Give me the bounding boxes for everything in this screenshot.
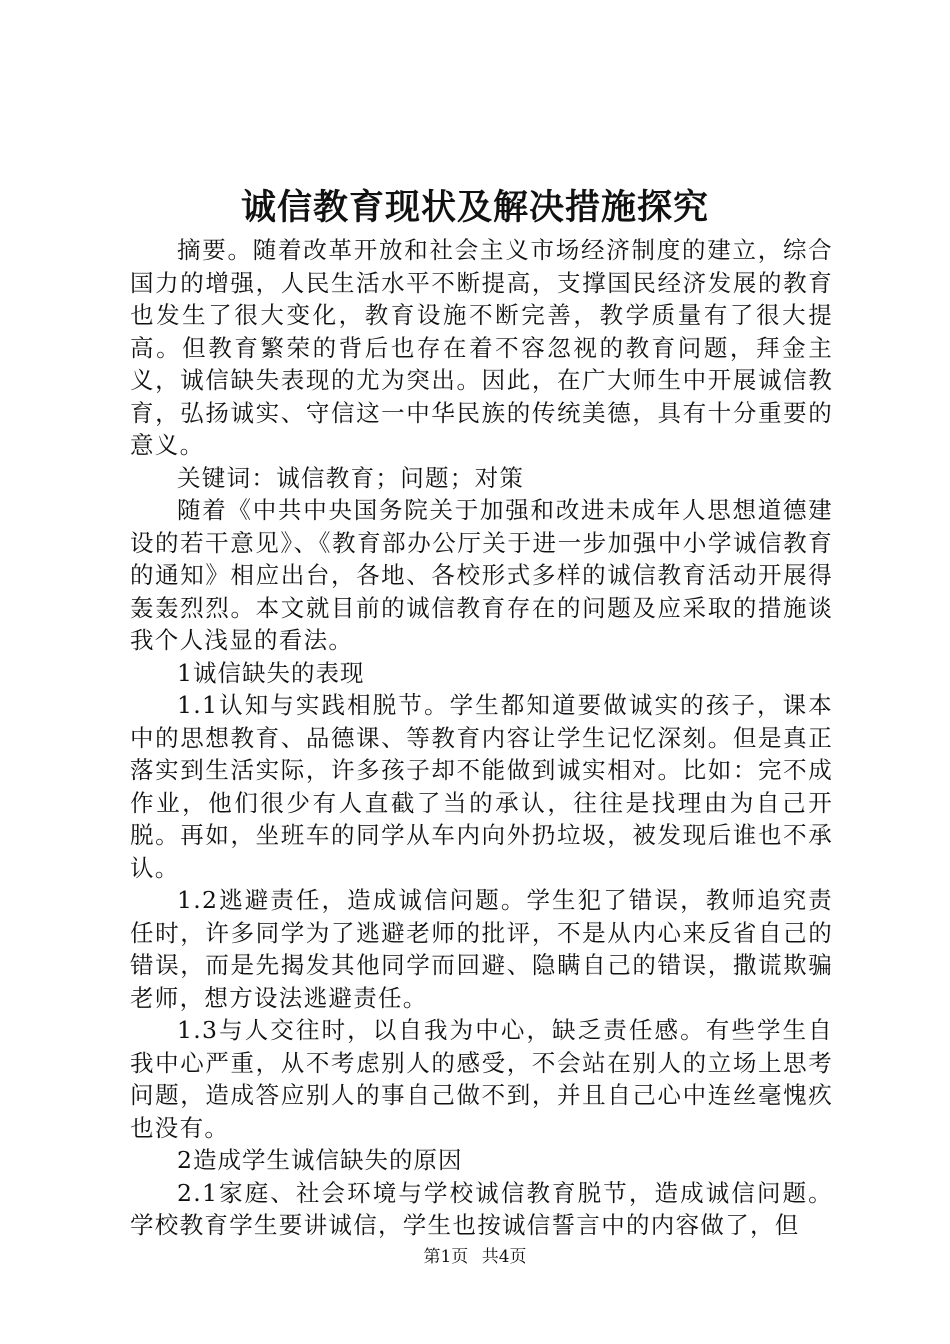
section-1-heading: 1诚信缺失的表现: [177, 658, 365, 687]
document-title: 诚信教育现状及解决措施探究: [240, 187, 709, 228]
section-2-1-paragraph: 2.1家庭、社会环境与学校诚信教育脱节，造成诚信问题。学校教育学生要讲诚信，学生也按诚信誓言中的内容做了，但: [130, 1178, 833, 1239]
section-1-2-paragraph: 1.2逃避责任，造成诚信问题。学生犯了错误，教师追究责任时，许多同学为了逃避老师的批评，不是从内心来反省自己的错误，而是先揭发其他同学而回避、隐瞒自己的错误，撒谎欺骗老师，想方设法逃避责任。: [130, 886, 833, 1012]
abstract-paragraph: 摘要。随着改革开放和社会主义市场经济制度的建立，综合国力的增强，人民生活水平不断提高，支撑国民经济发展的教育也发生了很大变化，教育设施不断完善，教学质量有了很大提高。但教育繁荣的背后也存在着不容忽视的教育问题，拜金主义，诚信缺失表现的尤为突出。因此，在广大师生中开展诚信教育，弘扬诚实、守信这一中华民族的传统美德，具有十分重要的意义。: [130, 236, 833, 459]
page-number: 第1页: [423, 1247, 469, 1267]
page-total: 共4页: [481, 1247, 527, 1267]
section-1-1-paragraph: 1.1认知与实践相脱节。学生都知道要做诚实的孩子，课本中的思想教育、品德课、等教育内容让学生记忆深刻。但是真正落实到生活实际，许多孩子却不能做到诚实相对。比如：完不成作业，他们很少有人直截了当的承认，往往是找理由为自己开脱。再如，坐班车的同学从车内向外扔垃圾，被发现后谁也不承认。: [130, 691, 833, 882]
section-2-heading: 2造成学生诚信缺失的原因: [177, 1146, 463, 1174]
section-1-3-paragraph: 1.3与人交往时，以自我为中心，缺乏责任感。有些学生自我中心严重，从不考虑别人的感受，不会站在别人的立场上思考问题，造成答应别人的事自己做不到，并且自己心中连丝毫愧疚也没有。: [130, 1016, 833, 1142]
keywords-paragraph: 关键词：诚信教育；问题；对策: [177, 463, 525, 492]
page-footer: [0, 1245, 950, 1269]
intro-paragraph: 随着《中共中央国务院关于加强和改进未成年人思想道德建设的若干意见》、《教育部办公厅关于进一步加强中小学诚信教育的通知》相应出台，各地、各校形式多样的诚信教育活动开展得轰轰烈烈。本文就目前的诚信教育存在的问题及应采取的措施谈我个人浅显的看法。: [130, 496, 833, 654]
document-body: [130, 234, 833, 1242]
